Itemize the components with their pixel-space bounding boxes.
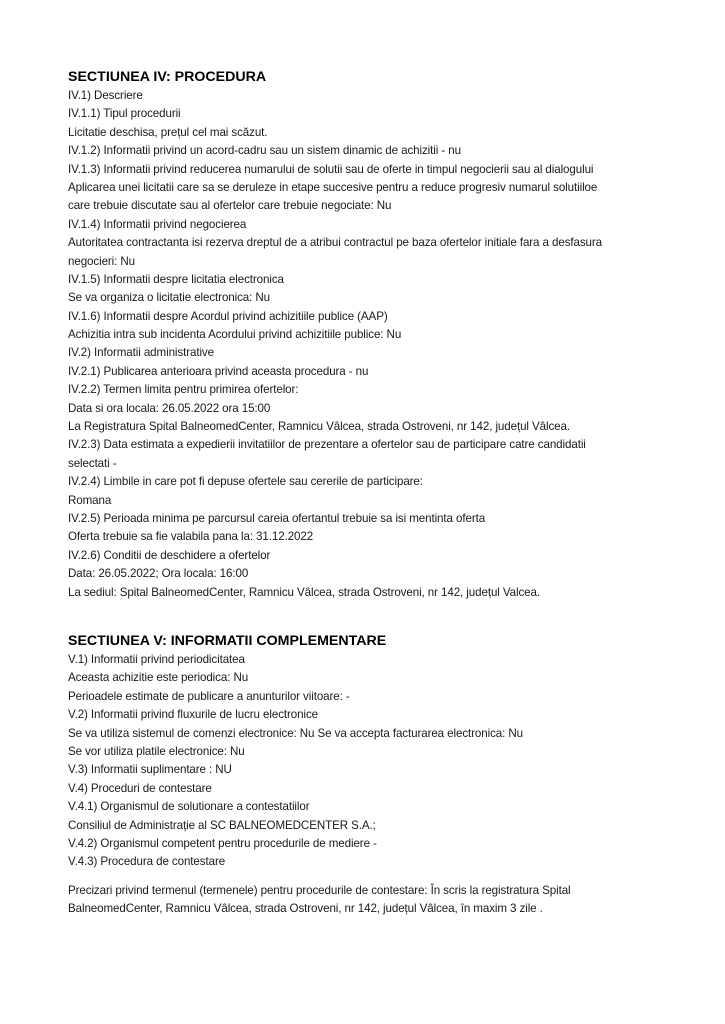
- text-line: IV.2.2) Termen limita pentru primirea ofertelor:: [68, 383, 299, 397]
- text-line: Aceasta achizitie este periodica: Nu: [68, 671, 249, 685]
- text-line: IV.2.1) Publicarea anterioara privind aceasta procedura - nu: [68, 364, 369, 378]
- text-line: V.4.1) Organismul de solutionare a contestatiilor: [68, 800, 310, 814]
- text-line: La Registratura Spital BalneomedCenter, Ramnicu Vâlcea, strada Ostroveni, nr 142, județul Vâlcea.: [68, 420, 570, 434]
- text-line: Oferta trebuie sa fie valabila pana la: 31.12.2022: [68, 530, 314, 544]
- text-line: IV.2) Informatii administrative: [68, 346, 214, 360]
- text-line: V.3) Informatii suplimentare : NU: [68, 763, 232, 777]
- text-line: IV.1.1) Tipul procedurii: [68, 107, 181, 121]
- text-line: Se va utiliza sistemul de comenzi electronice: Nu Se va accepta facturarea electronica: Nu: [68, 726, 523, 740]
- contestare-paragraph: Precizari privind termenul (termenele) pentru procedurile de contestare: În scris la registratura Spital BalneomedCenter, Ramnicu Vâlcea, strada Ostroveni, nr 142, județul Vâlcea, în maxim 3 zile .: [68, 883, 571, 916]
- text-line: IV.1.4) Informatii privind negocierea: [68, 217, 247, 231]
- text-line: IV.1) Descriere: [68, 89, 143, 102]
- text-line: IV.2.6) Conditii de deschidere a ofertelor: [68, 548, 271, 562]
- section-v-informatii-complementare: [68, 632, 683, 919]
- text-line: Se va organiza o licitatie electronica: Nu: [68, 291, 271, 305]
- text-line: V.4.3) Procedura de contestare: [68, 855, 226, 869]
- text-line: IV.1.3) Informatii privind reducerea numarului de solutii sau de oferte in timpul negocierii sau al dialogului: [68, 162, 594, 176]
- text-line: V.2) Informatii privind fluxurile de lucru electronice: [68, 708, 318, 722]
- text-line: Licitatie deschisa, prețul cel mai scăzut.: [68, 125, 268, 139]
- text-line: Data: 26.05.2022; Ora locala: 16:00: [68, 567, 249, 581]
- text-line: IV.1.6) Informatii despre Acordul privind achizitiile publice (AAP): [68, 309, 388, 323]
- section-v-heading: SECTIUNEA V: INFORMATII COMPLEMENTARE: [68, 633, 387, 649]
- text-line: Achizitia intra sub incidenta Acordului privind achizitiile publice: Nu: [68, 328, 402, 342]
- text-line: IV.2.4) Limbile in care pot fi depuse ofertele sau cererile de participare:: [68, 475, 423, 489]
- text-line: Autoritatea contractanta isi rezerva dreptul de a atribui contractul pe baza ofertelor initiale fara a desfasura: [68, 236, 603, 250]
- text-line: IV.1.5) Informatii despre licitatia electronica: [68, 272, 284, 286]
- text-line: Se vor utiliza platile electronice: Nu: [68, 744, 245, 758]
- section-v-body: [68, 651, 683, 872]
- text-line: care trebuie discutate sau al ofertelor care trebuie negociate: Nu: [68, 199, 392, 213]
- text-line: La sediul: Spital BalneomedCenter, Ramnicu Vâlcea, strada Ostroveni, nr 142, județul Valcea.: [68, 585, 540, 599]
- text-line: V.4) Proceduri de contestare: [68, 781, 212, 795]
- text-line: Data si ora locala: 26.05.2022 ora 15:00: [68, 401, 271, 415]
- section-iv-heading: SECTIUNEA IV: PROCEDURA: [68, 69, 267, 85]
- text-line: IV.2.3) Data estimata a expedierii invitatiilor de prezentare a ofertelor sau de participare catre candidatii: [68, 438, 586, 452]
- text-line: IV.1.2) Informatii privind un acord-cadru sau un sistem dinamic de achizitii - nu: [68, 144, 461, 158]
- section-iv-procedura: [68, 68, 683, 602]
- text-line: Consiliul de Administrație al SC BALNEOMEDCENTER S.A.;: [68, 818, 376, 832]
- text-line: Aplicarea unei licitatii care sa se deruleze in etape succesive pentru a reduce progresiv numarul solutiiloe: [68, 180, 598, 194]
- text-line: Romana: [68, 493, 112, 507]
- text-line: negocieri: Nu: [68, 254, 136, 268]
- text-line: V.4.2) Organismul competent pentru procedurile de mediere -: [68, 836, 377, 850]
- text-line: IV.2.5) Perioada minima pe parcursul careia ofertantul trebuie sa isi mentinta oferta: [68, 511, 486, 525]
- section-iv-body: [68, 87, 683, 602]
- text-line: V.1) Informatii privind periodicitatea: [68, 653, 245, 666]
- text-line: selectati -: [68, 456, 117, 470]
- text-line: Perioadele estimate de publicare a anunturilor viitoare: -: [68, 689, 350, 703]
